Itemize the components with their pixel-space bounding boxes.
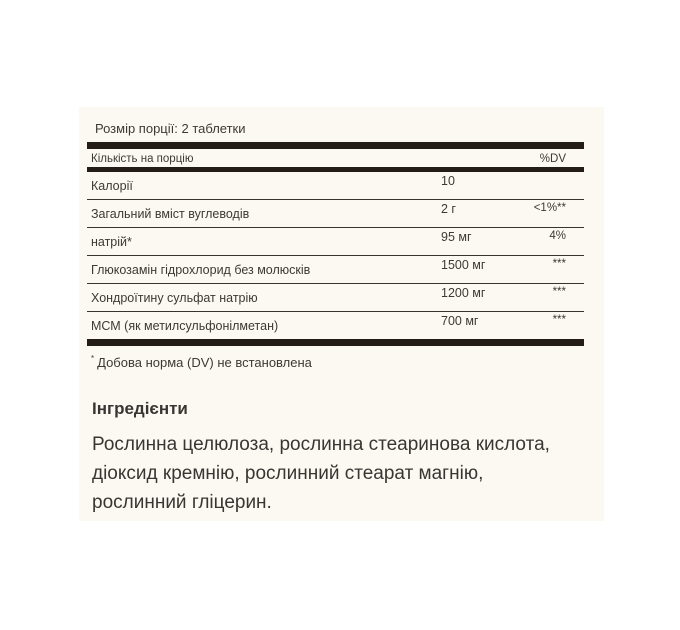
- nutrient-amount: 1500 мг: [441, 258, 486, 272]
- nutrient-amount: 1200 мг: [441, 286, 486, 300]
- table-row: [87, 312, 584, 339]
- table-row: [87, 172, 584, 200]
- nutrient-name: Калорії: [91, 179, 133, 193]
- footnote: [91, 354, 312, 370]
- bottom-divider-bar: [87, 339, 584, 346]
- table-row: [87, 284, 584, 312]
- nutrient-amount: 700 мг: [441, 314, 479, 328]
- footnote-mark: *: [91, 354, 95, 363]
- footnote-text: Добова норма (DV) не встановлена: [97, 355, 312, 370]
- nutrient-amount: 10: [441, 174, 455, 188]
- nutrient-amount: 95 мг: [441, 230, 472, 244]
- ingredients-text: Рослинна целюлоза, рослинна стеаринова кислота, діоксид кремнію, рослинний стеарат магнію, рослинний гліцерин.: [92, 434, 550, 513]
- ingredients-title: Інгредієнти: [92, 399, 188, 418]
- header-amount-per-serving: Кількість на порцію: [91, 153, 194, 165]
- nutrient-dv: <1%**: [533, 202, 566, 214]
- header-dv: %DV: [539, 153, 566, 165]
- top-divider-bar: [87, 142, 584, 149]
- nutrient-name: МСМ (як метилсульфонілметан): [91, 319, 279, 333]
- table-row: [87, 200, 584, 228]
- nutrient-name: Загальний вміст вуглеводів: [91, 207, 250, 221]
- serving-size: Розмір порції: 2 таблетки: [95, 121, 246, 136]
- table-row: [87, 228, 584, 256]
- nutrient-dv: ***: [552, 314, 566, 326]
- nutrient-dv: 4%: [549, 230, 566, 242]
- nutrient-name: Глюкозамін гідрохлорид без молюсків: [91, 263, 311, 277]
- nutrient-name: натрій*: [91, 235, 132, 249]
- table-row: [87, 256, 584, 284]
- nutrient-amount: 2 г: [441, 202, 456, 216]
- nutrient-dv: ***: [552, 258, 566, 270]
- nutrient-dv: ***: [552, 286, 566, 298]
- nutrient-name: Хондроїтину сульфат натрію: [91, 291, 258, 305]
